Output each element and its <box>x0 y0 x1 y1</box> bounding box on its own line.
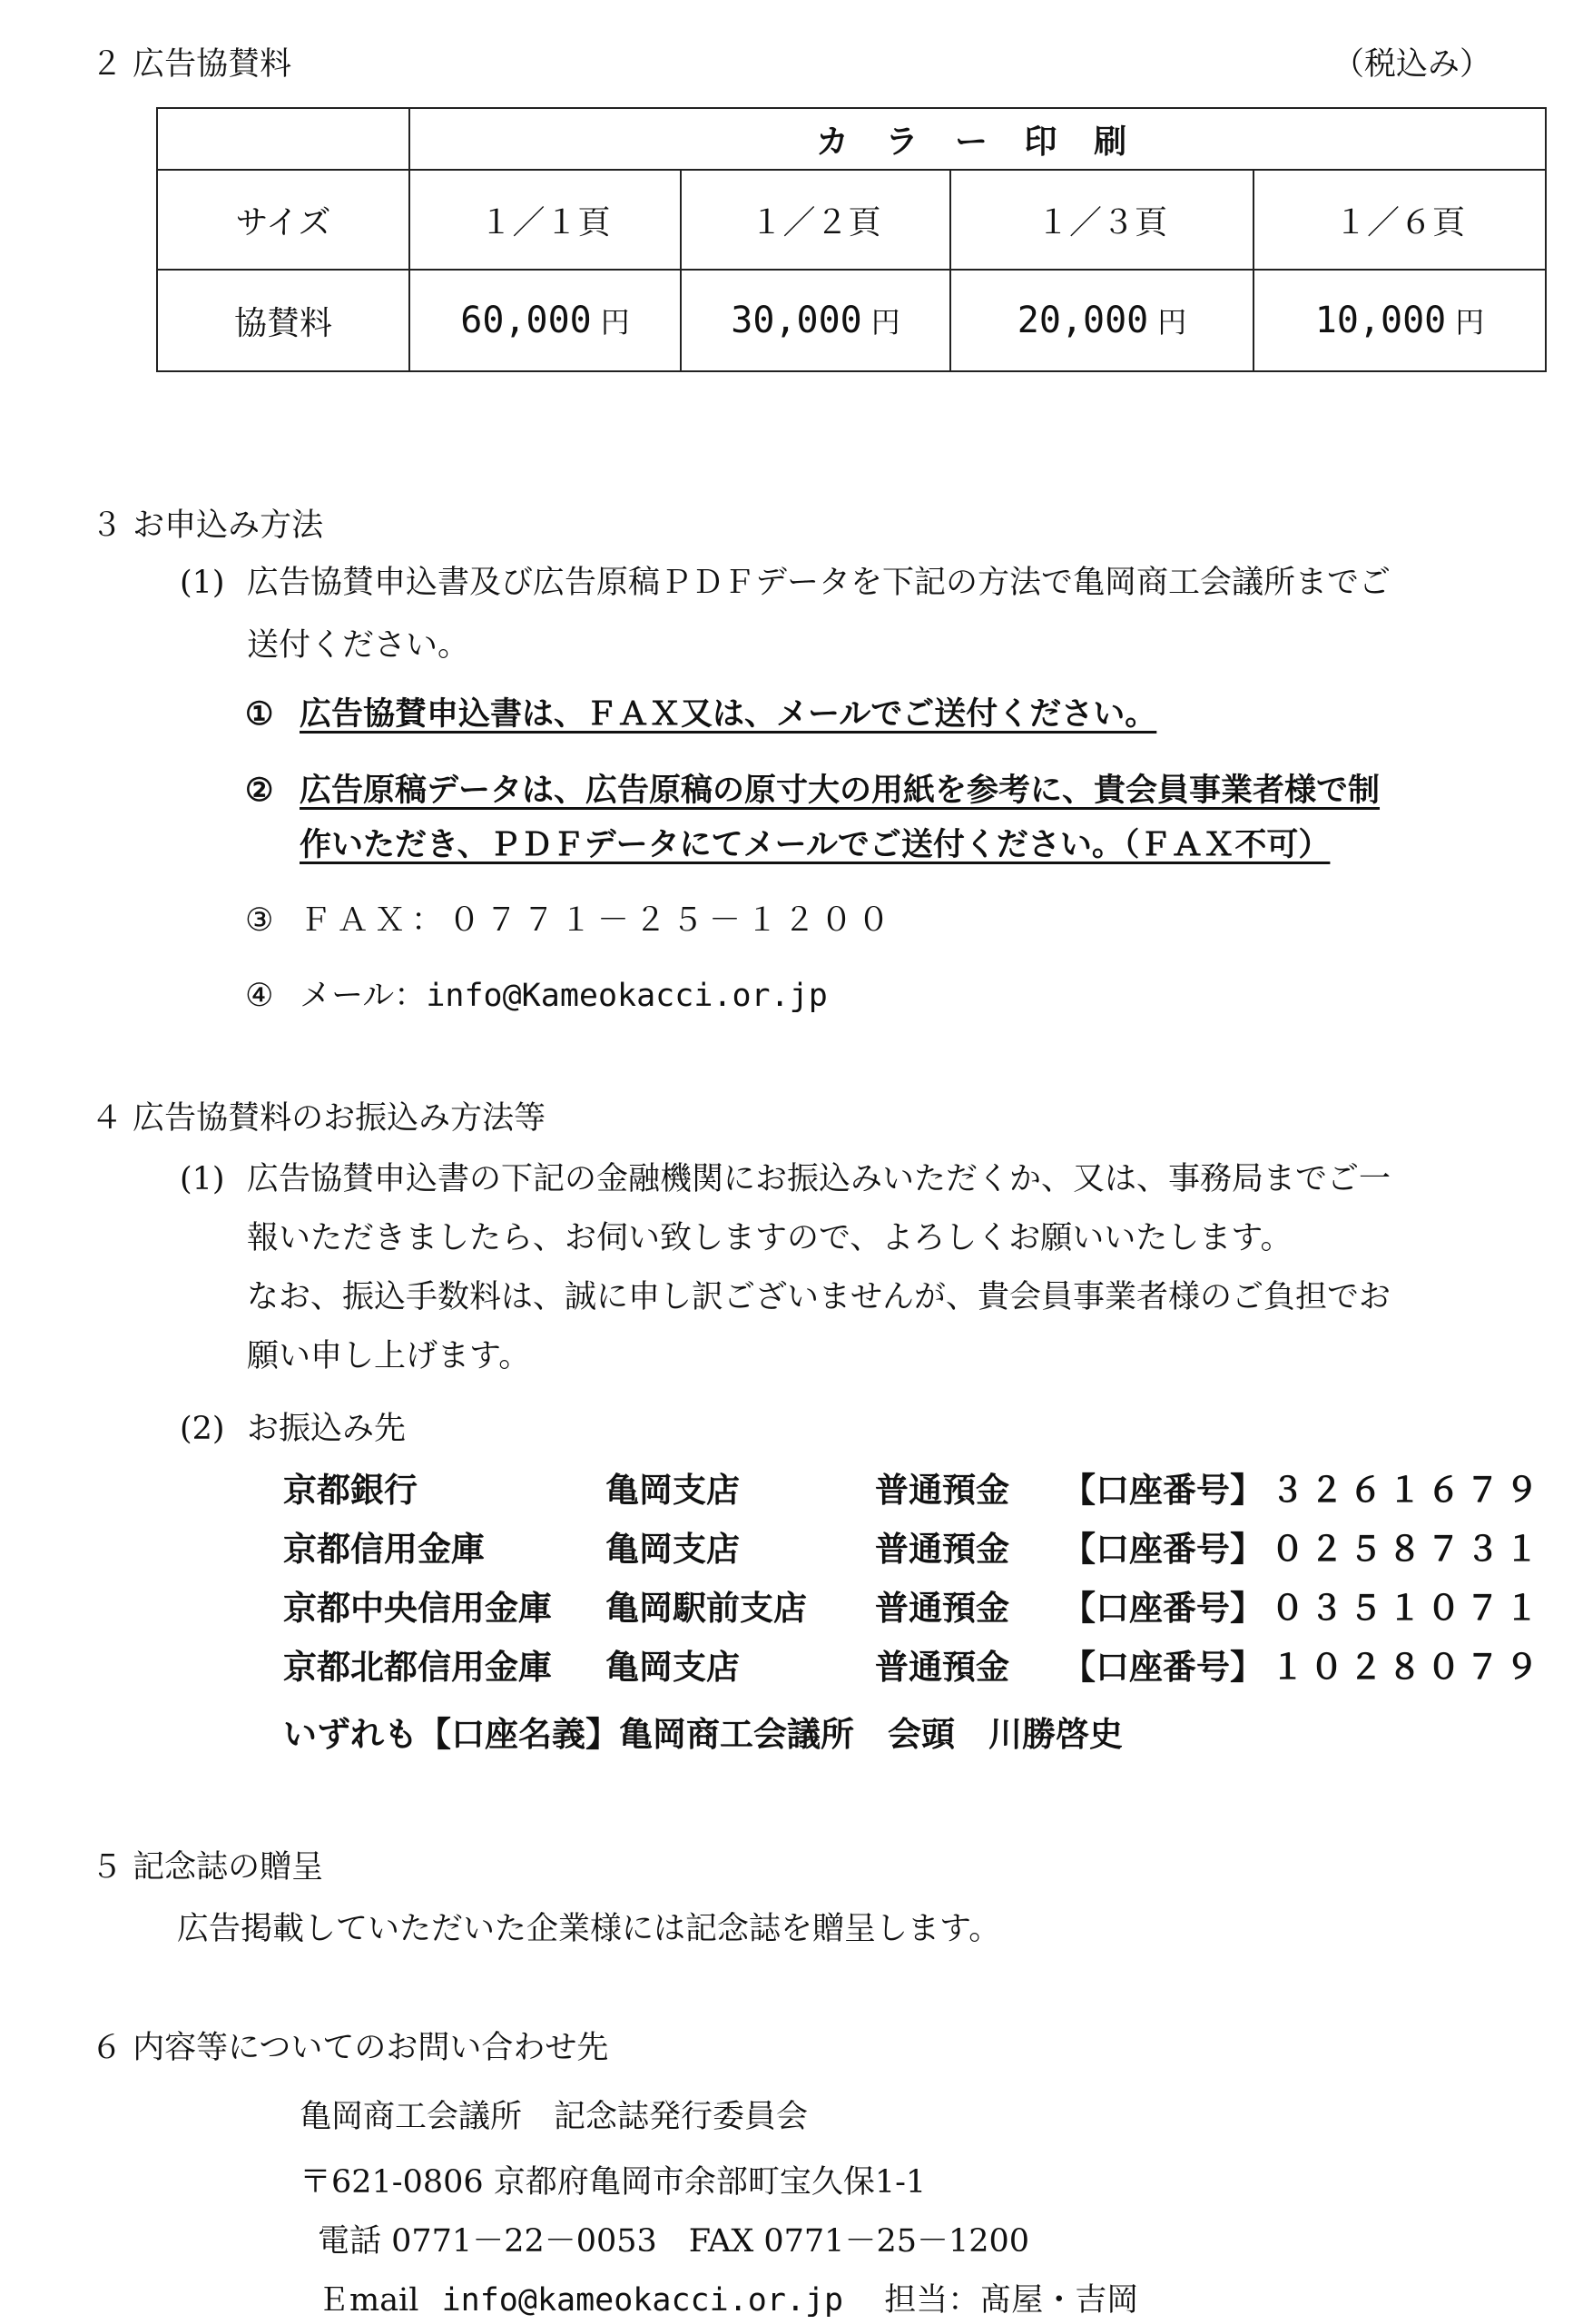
tax-note: （税込み） <box>1332 46 1492 83</box>
bank-name: 京都北都信用金庫 <box>283 1647 552 1687</box>
account-type: 普通預金 <box>875 1529 1009 1569</box>
size-cell: １／６頁 <box>1253 170 1546 270</box>
account-label: 【口座番号】 <box>1062 1529 1263 1569</box>
section-3-heading: ３ お申込み方法 <box>91 507 324 544</box>
transfer-line-3: なお、振込手数料は、誠に申し訳ございませんが、貴会員事業者様のご負担でお <box>247 1279 1391 1315</box>
email-address: info@Kameokacci.or.jp <box>426 978 828 1014</box>
size-label-cell: サイズ <box>157 170 409 270</box>
branch-name: 亀岡支店 <box>605 1647 740 1687</box>
manuscript-instruction-line-1: 広告原稿データは、広告原稿の原寸大の用紙を参考に、貴会員事業者様で制 <box>300 772 1381 809</box>
account-number: ３２６１６７９ <box>1271 1470 1544 1510</box>
bank-name: 京都中央信用金庫 <box>283 1588 552 1628</box>
transfer-line-4: 願い申し上げます。 <box>247 1338 531 1374</box>
fax-number: ＦＡＸ：０７７１－２５－１２００ <box>300 902 896 939</box>
yen-unit: 円 <box>870 305 900 340</box>
transfer-destination-label: お振込み先 <box>247 1411 407 1447</box>
account-label: 【口座番号】 <box>1062 1470 1263 1510</box>
contact-email-line <box>318 2283 1138 2319</box>
fee-amount: 20,000 <box>1017 300 1149 341</box>
item-number: (1) <box>180 1161 225 1197</box>
account-number: ０３５１０７１ <box>1271 1588 1544 1628</box>
item-number: (1) <box>180 565 225 601</box>
email-line <box>300 979 828 1014</box>
yen-unit: 円 <box>1455 305 1485 340</box>
account-number: ０２５８７３１ <box>1271 1529 1544 1569</box>
fee-cell <box>1253 270 1546 371</box>
application-line-2: 送付ください。 <box>247 627 470 664</box>
account-type: 普通預金 <box>875 1588 1009 1628</box>
fax-or-mail-instruction: 広告協賛申込書は、ＦＡＸ又は、メールでご送付ください。 <box>300 695 1157 733</box>
bank-name: 京都銀行 <box>283 1470 418 1510</box>
account-number: １０２８０７９ <box>1271 1647 1544 1687</box>
manuscript-instruction-line-2: 作いただき、ＰＤＦデータにてメールでご送付ください。（ＦＡＸ不可） <box>300 826 1331 863</box>
circled-three-mark: ③ <box>245 902 274 939</box>
circled-four-mark: ④ <box>245 978 274 1014</box>
fee-cell <box>950 270 1253 371</box>
fee-amount: 30,000 <box>731 300 862 341</box>
contact-persons: 担当：髙屋・吉岡 <box>884 2282 1139 2319</box>
section-6-heading: ６ 内容等についてのお問い合わせ先 <box>91 2030 609 2066</box>
circled-two-mark: ② <box>245 772 274 809</box>
size-cell: １／２頁 <box>681 170 950 270</box>
email-label: Ｅmail <box>318 2282 419 2319</box>
section-2-heading: ２ 広告協賛料 <box>91 46 292 83</box>
color-print-header: カ ラ ー 印 刷 <box>409 108 1546 170</box>
account-holder-name: いずれも【口座名義】亀岡商工会議所 会頭 川勝啓史 <box>283 1714 1123 1754</box>
fee-label-cell: 協賛料 <box>157 270 409 371</box>
account-type: 普通預金 <box>875 1470 1009 1510</box>
branch-name: 亀岡支店 <box>605 1529 740 1569</box>
application-line-1: 広告協賛申込書及び広告原稿ＰＤＦデータを下記の方法で亀岡商工会議所までご <box>247 565 1391 601</box>
contact-organization: 亀岡商工会議所 記念誌発行委員会 <box>300 2099 809 2135</box>
ad-fee-table <box>156 107 1547 372</box>
section-5-heading: ５ 記念誌の贈呈 <box>91 1849 324 1886</box>
contact-email-address: info@kameokacci.or.jp <box>441 2282 844 2319</box>
bank-name: 京都信用金庫 <box>283 1529 485 1569</box>
contact-phone-fax: 電話 0771－22－0053 FAX 0771－25－1200 <box>318 2223 1030 2260</box>
contact-address: 〒621-0806 京都府亀岡市余部町宝久保1-1 <box>300 2164 927 2201</box>
section-4-heading: ４ 広告協賛料のお振込み方法等 <box>91 1100 546 1137</box>
item-number: (2) <box>180 1411 225 1447</box>
table-corner-cell <box>157 108 409 170</box>
account-label: 【口座番号】 <box>1062 1588 1263 1628</box>
yen-unit: 円 <box>600 305 630 340</box>
branch-name: 亀岡支店 <box>605 1470 740 1510</box>
fee-cell <box>681 270 950 371</box>
account-type: 普通預金 <box>875 1647 1009 1687</box>
transfer-line-1: 広告協賛申込書の下記の金融機関にお振込みいただくか、又は、事務局までご一 <box>247 1161 1391 1197</box>
size-cell: １／１頁 <box>409 170 681 270</box>
fee-amount: 60,000 <box>460 300 592 341</box>
commemorative-gift-text: 広告掲載していただいた企業様には記念誌を贈呈します。 <box>177 1911 1001 1947</box>
email-label: メール： <box>300 978 427 1014</box>
yen-unit: 円 <box>1157 305 1187 340</box>
circled-one-mark: ① <box>245 695 274 733</box>
branch-name: 亀岡駅前支店 <box>605 1588 807 1628</box>
fee-amount: 10,000 <box>1314 300 1447 341</box>
fee-cell <box>409 270 681 371</box>
size-cell: １／３頁 <box>950 170 1253 270</box>
account-label: 【口座番号】 <box>1062 1647 1263 1687</box>
transfer-line-2: 報いただきましたら、お伺い致しますので、よろしくお願いいたします。 <box>247 1220 1293 1256</box>
